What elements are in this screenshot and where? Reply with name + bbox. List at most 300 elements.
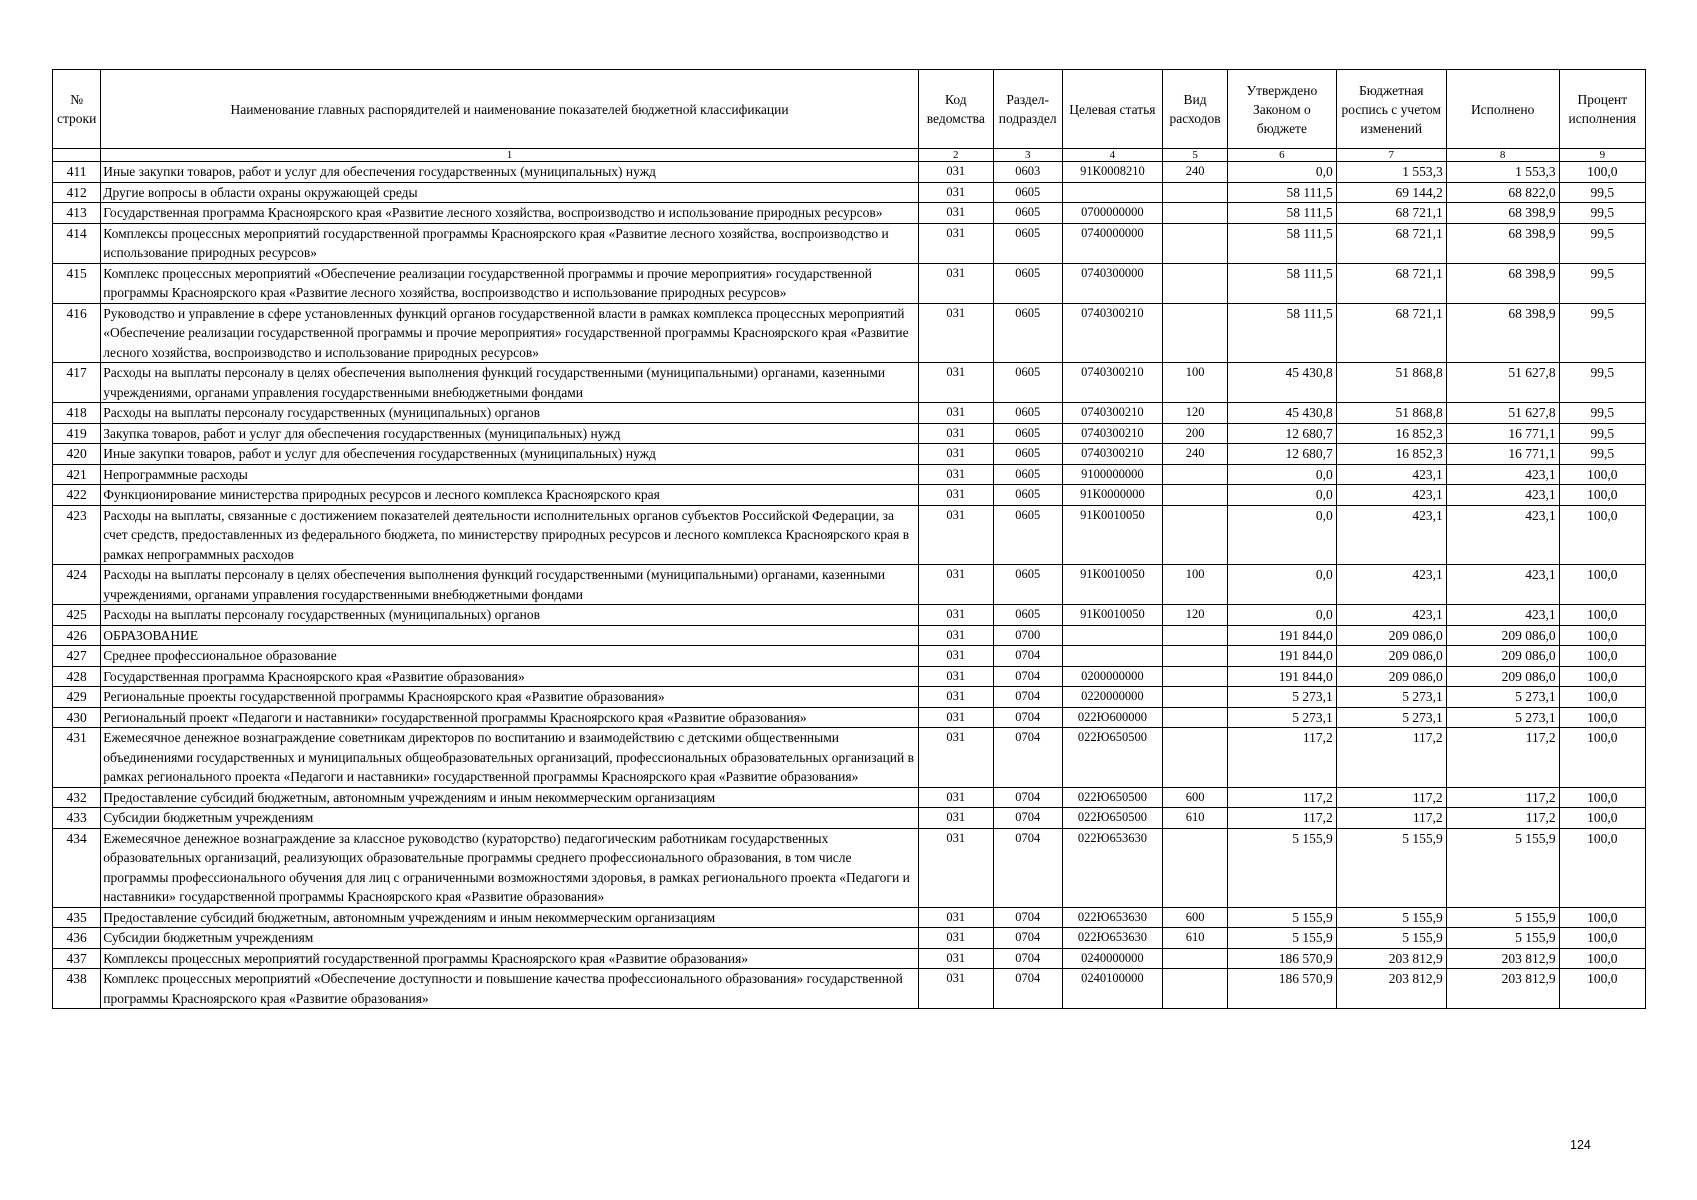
target-article-cell: 0220000000 [1062, 687, 1163, 708]
budget-schedule-cell: 68 721,1 [1336, 203, 1446, 224]
column-number: 3 [993, 149, 1062, 162]
header-name: Наименование главных распорядителей и наименование показателей бюджетной классификации [101, 70, 919, 149]
row-number-cell: 433 [53, 808, 101, 829]
table-row [53, 182, 1646, 203]
expense-type-cell: 610 [1163, 808, 1228, 829]
item-name-cell: Региональный проект «Педагоги и наставники» государственной программы Красноярского края «Развитие образования» [101, 707, 919, 728]
budget-schedule-cell: 68 721,1 [1336, 223, 1446, 263]
percent-cell: 100,0 [1559, 485, 1645, 506]
section-cell: 0704 [993, 728, 1062, 788]
target-article-cell: 0740300210 [1062, 303, 1163, 363]
budget-schedule-cell: 423,1 [1336, 565, 1446, 605]
header-department-code: Код ведомства [918, 70, 993, 149]
section-cell: 0700 [993, 625, 1062, 646]
target-article-cell: 9100000000 [1062, 464, 1163, 485]
department-code-cell: 031 [918, 928, 993, 949]
expense-type-cell [1163, 182, 1228, 203]
target-article-cell: 022Ю650500 [1062, 787, 1163, 808]
expense-type-cell: 600 [1163, 787, 1228, 808]
section-cell: 0704 [993, 948, 1062, 969]
row-number-cell: 415 [53, 263, 101, 303]
department-code-cell: 031 [918, 687, 993, 708]
executed-amount-cell: 5 273,1 [1446, 707, 1559, 728]
approved-amount-cell: 117,2 [1227, 808, 1336, 829]
target-article-cell: 0240100000 [1062, 969, 1163, 1009]
executed-amount-cell: 423,1 [1446, 485, 1559, 506]
row-number-cell: 426 [53, 625, 101, 646]
approved-amount-cell: 186 570,9 [1227, 948, 1336, 969]
executed-amount-cell: 51 627,8 [1446, 403, 1559, 424]
table-row [53, 363, 1646, 403]
row-number-cell: 420 [53, 444, 101, 465]
percent-cell: 99,5 [1559, 303, 1645, 363]
target-article-cell: 0200000000 [1062, 666, 1163, 687]
executed-amount-cell: 5 155,9 [1446, 907, 1559, 928]
expense-type-cell [1163, 666, 1228, 687]
executed-amount-cell: 68 398,9 [1446, 223, 1559, 263]
expense-type-cell: 100 [1163, 363, 1228, 403]
section-cell: 0605 [993, 403, 1062, 424]
section-cell: 0704 [993, 787, 1062, 808]
table-row [53, 263, 1646, 303]
approved-amount-cell: 58 111,5 [1227, 182, 1336, 203]
expense-type-cell [1163, 948, 1228, 969]
row-number-cell: 423 [53, 505, 101, 565]
budget-schedule-cell: 51 868,8 [1336, 403, 1446, 424]
percent-cell: 99,5 [1559, 263, 1645, 303]
section-cell: 0605 [993, 505, 1062, 565]
header-approved: Утверждено Законом о бюджете [1227, 70, 1336, 149]
item-name-cell: Государственная программа Красноярского края «Развитие образования» [101, 666, 919, 687]
item-name-cell: Комплексы процессных мероприятий государственной программы Красноярского края «Развитие образования» [101, 948, 919, 969]
department-code-cell: 031 [918, 303, 993, 363]
item-name-cell: Расходы на выплаты персоналу в целях обеспечения выполнения функций государственными (муниципальными) органами, казенными учреждениями, органами управления государственными внебюджетными фондами [101, 565, 919, 605]
approved-amount-cell: 45 430,8 [1227, 403, 1336, 424]
section-cell: 0605 [993, 363, 1062, 403]
section-cell: 0605 [993, 303, 1062, 363]
target-article-cell: 0740300210 [1062, 403, 1163, 424]
section-cell: 0603 [993, 162, 1062, 183]
header-executed: Исполнено [1446, 70, 1559, 149]
expense-type-cell [1163, 687, 1228, 708]
target-article-cell: 0740300000 [1062, 263, 1163, 303]
department-code-cell: 031 [918, 263, 993, 303]
target-article-cell: 022Ю650500 [1062, 728, 1163, 788]
section-cell: 0605 [993, 485, 1062, 506]
budget-schedule-cell: 423,1 [1336, 485, 1446, 506]
executed-amount-cell: 16 771,1 [1446, 423, 1559, 444]
item-name-cell: Комплекс процессных мероприятий «Обеспечение доступности и повышение качества профессионального образования» государственной программы Красноярского края «Развитие образования» [101, 969, 919, 1009]
table-row [53, 423, 1646, 444]
row-number-cell: 429 [53, 687, 101, 708]
executed-amount-cell: 209 086,0 [1446, 625, 1559, 646]
department-code-cell: 031 [918, 444, 993, 465]
approved-amount-cell: 0,0 [1227, 565, 1336, 605]
table-row [53, 948, 1646, 969]
row-number-cell: 431 [53, 728, 101, 788]
table-row [53, 907, 1646, 928]
executed-amount-cell: 117,2 [1446, 787, 1559, 808]
row-number-cell: 436 [53, 928, 101, 949]
department-code-cell: 031 [918, 403, 993, 424]
section-cell: 0704 [993, 907, 1062, 928]
percent-cell: 100,0 [1559, 565, 1645, 605]
target-article-cell: 0240000000 [1062, 948, 1163, 969]
target-article-cell: 91К0010050 [1062, 605, 1163, 626]
percent-cell: 99,5 [1559, 182, 1645, 203]
row-number-cell: 411 [53, 162, 101, 183]
row-number-cell: 435 [53, 907, 101, 928]
item-name-cell: Расходы на выплаты персоналу государственных (муниципальных) органов [101, 605, 919, 626]
percent-cell: 100,0 [1559, 907, 1645, 928]
expense-type-cell [1163, 707, 1228, 728]
expense-type-cell [1163, 505, 1228, 565]
budget-schedule-cell: 68 721,1 [1336, 303, 1446, 363]
item-name-cell: Иные закупки товаров, работ и услуг для обеспечения государственных (муниципальных) нужд [101, 162, 919, 183]
percent-cell: 100,0 [1559, 707, 1645, 728]
budget-schedule-cell: 5 155,9 [1336, 907, 1446, 928]
budget-schedule-cell: 69 144,2 [1336, 182, 1446, 203]
expense-type-cell [1163, 728, 1228, 788]
table-row [53, 203, 1646, 224]
header-target-article: Целевая статья [1062, 70, 1163, 149]
item-name-cell: Комплекс процессных мероприятий «Обеспечение реализации государственной программы и прочие мероприятия» государственной программы Красноярского края «Развитие лесного хозяйства, воспроизводство и использование природных ресурсов» [101, 263, 919, 303]
approved-amount-cell: 58 111,5 [1227, 303, 1336, 363]
table-row [53, 728, 1646, 788]
percent-cell: 100,0 [1559, 969, 1645, 1009]
header-section: Раздел-подраздел [993, 70, 1062, 149]
executed-amount-cell: 68 398,9 [1446, 303, 1559, 363]
budget-schedule-cell: 209 086,0 [1336, 646, 1446, 667]
expense-type-cell: 120 [1163, 403, 1228, 424]
table-row [53, 687, 1646, 708]
executed-amount-cell: 5 273,1 [1446, 687, 1559, 708]
section-cell: 0605 [993, 444, 1062, 465]
item-name-cell: Ежемесячное денежное вознаграждение за классное руководство (кураторство) педагогическим работникам государственных образовательных организаций, реализующих образовательные программы среднего профессионального образования, в том числе программы профессионального обучения для лиц с ограниченными возможностями здоровья, в рамках регионального проекта «Педагоги и наставники» государственной программы Красноярского края «Развитие образования» [101, 828, 919, 907]
section-cell: 0605 [993, 565, 1062, 605]
executed-amount-cell: 51 627,8 [1446, 363, 1559, 403]
target-article-cell [1062, 182, 1163, 203]
row-number-cell: 417 [53, 363, 101, 403]
row-number-cell: 425 [53, 605, 101, 626]
section-cell: 0605 [993, 203, 1062, 224]
column-number: 6 [1227, 149, 1336, 162]
expense-type-cell [1163, 464, 1228, 485]
approved-amount-cell: 0,0 [1227, 162, 1336, 183]
department-code-cell: 031 [918, 203, 993, 224]
row-number-cell: 416 [53, 303, 101, 363]
row-number-cell: 418 [53, 403, 101, 424]
table-row [53, 162, 1646, 183]
percent-cell: 100,0 [1559, 666, 1645, 687]
approved-amount-cell: 12 680,7 [1227, 423, 1336, 444]
department-code-cell: 031 [918, 182, 993, 203]
percent-cell: 99,5 [1559, 223, 1645, 263]
target-article-cell: 022Ю653630 [1062, 928, 1163, 949]
budget-schedule-cell: 209 086,0 [1336, 625, 1446, 646]
item-name-cell: Непрограммные расходы [101, 464, 919, 485]
percent-cell: 99,5 [1559, 363, 1645, 403]
table-row [53, 303, 1646, 363]
item-name-cell: Функционирование министерства природных ресурсов и лесного комплекса Красноярского края [101, 485, 919, 506]
section-cell: 0605 [993, 605, 1062, 626]
page-number: 124 [1570, 1138, 1591, 1152]
row-number-cell: 428 [53, 666, 101, 687]
department-code-cell: 031 [918, 828, 993, 907]
approved-amount-cell: 12 680,7 [1227, 444, 1336, 465]
budget-schedule-cell: 209 086,0 [1336, 666, 1446, 687]
item-name-cell: Расходы на выплаты персоналу в целях обеспечения выполнения функций государственными (муниципальными) органами, казенными учреждениями, органами управления государственными внебюджетными фондами [101, 363, 919, 403]
approved-amount-cell: 58 111,5 [1227, 203, 1336, 224]
budget-schedule-cell: 203 812,9 [1336, 948, 1446, 969]
row-number-cell: 434 [53, 828, 101, 907]
item-name-cell: Государственная программа Красноярского края «Развитие лесного хозяйства, воспроизводство и использование природных ресурсов» [101, 203, 919, 224]
item-name-cell: ОБРАЗОВАНИЕ [101, 625, 919, 646]
department-code-cell: 031 [918, 363, 993, 403]
budget-schedule-cell: 203 812,9 [1336, 969, 1446, 1009]
budget-schedule-cell: 117,2 [1336, 787, 1446, 808]
target-article-cell: 022Ю653630 [1062, 907, 1163, 928]
percent-cell: 100,0 [1559, 808, 1645, 829]
department-code-cell: 031 [918, 666, 993, 687]
table-row [53, 828, 1646, 907]
table-row [53, 666, 1646, 687]
executed-amount-cell: 209 086,0 [1446, 666, 1559, 687]
expense-type-cell: 100 [1163, 565, 1228, 605]
table-row [53, 565, 1646, 605]
target-article-cell: 022Ю653630 [1062, 828, 1163, 907]
section-cell: 0704 [993, 828, 1062, 907]
header-budget-schedule: Бюджетная роспись с учетом изменений [1336, 70, 1446, 149]
expense-type-cell [1163, 485, 1228, 506]
table-row [53, 485, 1646, 506]
item-name-cell: Руководство и управление в сфере установленных функций органов государственной власти в рамках комплекса процессных мероприятий «Обеспечение реализации государственной программы и прочие мероприятия» государственной программы Красноярского края «Развитие лесного хозяйства, воспроизводство и использование природных ресурсов» [101, 303, 919, 363]
target-article-cell: 91К0010050 [1062, 565, 1163, 605]
budget-schedule-cell: 5 273,1 [1336, 687, 1446, 708]
expense-type-cell [1163, 223, 1228, 263]
column-number: 8 [1446, 149, 1559, 162]
header-expense-type: Вид расходов [1163, 70, 1228, 149]
approved-amount-cell: 5 273,1 [1227, 707, 1336, 728]
executed-amount-cell: 5 155,9 [1446, 828, 1559, 907]
approved-amount-cell: 0,0 [1227, 505, 1336, 565]
approved-amount-cell: 117,2 [1227, 787, 1336, 808]
expense-type-cell [1163, 303, 1228, 363]
approved-amount-cell: 45 430,8 [1227, 363, 1336, 403]
section-cell: 0605 [993, 423, 1062, 444]
budget-table [52, 69, 1646, 1009]
target-article-cell: 91К0008210 [1062, 162, 1163, 183]
table-row [53, 505, 1646, 565]
expense-type-cell [1163, 646, 1228, 667]
table-row [53, 403, 1646, 424]
budget-schedule-cell: 117,2 [1336, 808, 1446, 829]
column-number: 7 [1336, 149, 1446, 162]
table-row [53, 787, 1646, 808]
department-code-cell: 031 [918, 787, 993, 808]
row-number-cell: 427 [53, 646, 101, 667]
row-number-cell: 430 [53, 707, 101, 728]
budget-schedule-cell: 51 868,8 [1336, 363, 1446, 403]
executed-amount-cell: 5 155,9 [1446, 928, 1559, 949]
department-code-cell: 031 [918, 948, 993, 969]
executed-amount-cell: 423,1 [1446, 505, 1559, 565]
executed-amount-cell: 68 398,9 [1446, 203, 1559, 224]
department-code-cell: 031 [918, 423, 993, 444]
item-name-cell: Региональные проекты государственной программы Красноярского края «Развитие образования» [101, 687, 919, 708]
percent-cell: 100,0 [1559, 646, 1645, 667]
department-code-cell: 031 [918, 728, 993, 788]
section-cell: 0605 [993, 464, 1062, 485]
budget-schedule-cell: 68 721,1 [1336, 263, 1446, 303]
expense-type-cell: 200 [1163, 423, 1228, 444]
item-name-cell: Комплексы процессных мероприятий государственной программы Красноярского края «Развитие лесного хозяйства, воспроизводство и использование природных ресурсов» [101, 223, 919, 263]
section-cell: 0704 [993, 707, 1062, 728]
table-row [53, 928, 1646, 949]
item-name-cell: Предоставление субсидий бюджетным, автономным учреждениям и иным некоммерческим организациям [101, 787, 919, 808]
expense-type-cell [1163, 203, 1228, 224]
target-article-cell: 0740300210 [1062, 444, 1163, 465]
column-number: 1 [101, 149, 919, 162]
column-number: 2 [918, 149, 993, 162]
department-code-cell: 031 [918, 625, 993, 646]
target-article-cell: 022Ю600000 [1062, 707, 1163, 728]
row-number-cell: 413 [53, 203, 101, 224]
approved-amount-cell: 5 273,1 [1227, 687, 1336, 708]
department-code-cell: 031 [918, 464, 993, 485]
department-code-cell: 031 [918, 223, 993, 263]
executed-amount-cell: 203 812,9 [1446, 969, 1559, 1009]
executed-amount-cell: 423,1 [1446, 605, 1559, 626]
row-number-cell: 424 [53, 565, 101, 605]
approved-amount-cell: 0,0 [1227, 605, 1336, 626]
header-row [53, 70, 1646, 149]
budget-schedule-cell: 5 273,1 [1336, 707, 1446, 728]
target-article-cell: 0740000000 [1062, 223, 1163, 263]
department-code-cell: 031 [918, 707, 993, 728]
approved-amount-cell: 0,0 [1227, 485, 1336, 506]
percent-cell: 99,5 [1559, 403, 1645, 424]
section-cell: 0704 [993, 687, 1062, 708]
target-article-cell: 0740300210 [1062, 363, 1163, 403]
expense-type-cell [1163, 969, 1228, 1009]
row-number-cell: 414 [53, 223, 101, 263]
table-row [53, 707, 1646, 728]
department-code-cell: 031 [918, 485, 993, 506]
budget-schedule-cell: 16 852,3 [1336, 444, 1446, 465]
table-row [53, 605, 1646, 626]
executed-amount-cell: 1 553,3 [1446, 162, 1559, 183]
section-cell: 0704 [993, 969, 1062, 1009]
target-article-cell [1062, 646, 1163, 667]
percent-cell: 100,0 [1559, 828, 1645, 907]
budget-schedule-cell: 16 852,3 [1336, 423, 1446, 444]
item-name-cell: Расходы на выплаты, связанные с достижением показателей деятельности исполнительных органов субъектов Российской Федерации, за счет средств, предоставленных из федерального бюджета, по министерству природных ресурсов и лесного комплекса Красноярского края в рамках непрограммных расходов [101, 505, 919, 565]
table-row [53, 969, 1646, 1009]
item-name-cell: Субсидии бюджетным учреждениям [101, 808, 919, 829]
executed-amount-cell: 209 086,0 [1446, 646, 1559, 667]
section-cell: 0605 [993, 263, 1062, 303]
approved-amount-cell: 191 844,0 [1227, 666, 1336, 687]
budget-schedule-cell: 1 553,3 [1336, 162, 1446, 183]
expense-type-cell: 610 [1163, 928, 1228, 949]
department-code-cell: 031 [918, 907, 993, 928]
approved-amount-cell: 58 111,5 [1227, 223, 1336, 263]
approved-amount-cell: 5 155,9 [1227, 828, 1336, 907]
budget-schedule-cell: 423,1 [1336, 464, 1446, 485]
target-article-cell: 91К0000000 [1062, 485, 1163, 506]
table-row [53, 808, 1646, 829]
expense-type-cell: 240 [1163, 162, 1228, 183]
percent-cell: 99,5 [1559, 444, 1645, 465]
column-number: 5 [1163, 149, 1228, 162]
executed-amount-cell: 68 398,9 [1446, 263, 1559, 303]
department-code-cell: 031 [918, 969, 993, 1009]
approved-amount-cell: 186 570,9 [1227, 969, 1336, 1009]
executed-amount-cell: 203 812,9 [1446, 948, 1559, 969]
percent-cell: 100,0 [1559, 505, 1645, 565]
expense-type-cell [1163, 625, 1228, 646]
expense-type-cell [1163, 263, 1228, 303]
approved-amount-cell: 0,0 [1227, 464, 1336, 485]
column-number-row [53, 149, 1646, 162]
percent-cell: 99,5 [1559, 423, 1645, 444]
section-cell: 0704 [993, 646, 1062, 667]
department-code-cell: 031 [918, 808, 993, 829]
department-code-cell: 031 [918, 505, 993, 565]
budget-schedule-cell: 5 155,9 [1336, 928, 1446, 949]
approved-amount-cell: 191 844,0 [1227, 625, 1336, 646]
executed-amount-cell: 68 822,0 [1446, 182, 1559, 203]
executed-amount-cell: 117,2 [1446, 808, 1559, 829]
approved-amount-cell: 191 844,0 [1227, 646, 1336, 667]
approved-amount-cell: 5 155,9 [1227, 928, 1336, 949]
budget-schedule-cell: 117,2 [1336, 728, 1446, 788]
department-code-cell: 031 [918, 565, 993, 605]
item-name-cell: Расходы на выплаты персоналу государственных (муниципальных) органов [101, 403, 919, 424]
expense-type-cell [1163, 828, 1228, 907]
percent-cell: 100,0 [1559, 728, 1645, 788]
row-number-cell: 432 [53, 787, 101, 808]
item-name-cell: Иные закупки товаров, работ и услуг для обеспечения государственных (муниципальных) нужд [101, 444, 919, 465]
section-cell: 0704 [993, 928, 1062, 949]
table-body [53, 162, 1646, 1009]
column-number: 4 [1062, 149, 1163, 162]
section-cell: 0704 [993, 808, 1062, 829]
approved-amount-cell: 117,2 [1227, 728, 1336, 788]
target-article-cell: 91К0010050 [1062, 505, 1163, 565]
section-cell: 0704 [993, 666, 1062, 687]
item-name-cell: Другие вопросы в области охраны окружающей среды [101, 182, 919, 203]
percent-cell: 100,0 [1559, 464, 1645, 485]
executed-amount-cell: 16 771,1 [1446, 444, 1559, 465]
expense-type-cell: 120 [1163, 605, 1228, 626]
percent-cell: 100,0 [1559, 605, 1645, 626]
item-name-cell: Предоставление субсидий бюджетным, автономным учреждениям и иным некоммерческим организациям [101, 907, 919, 928]
percent-cell: 100,0 [1559, 948, 1645, 969]
table-row [53, 444, 1646, 465]
department-code-cell: 031 [918, 605, 993, 626]
column-number [53, 149, 101, 162]
table-row [53, 646, 1646, 667]
target-article-cell: 0700000000 [1062, 203, 1163, 224]
budget-table-container [52, 69, 1646, 1009]
header-row-number: № строки [53, 70, 101, 149]
percent-cell: 100,0 [1559, 687, 1645, 708]
row-number-cell: 422 [53, 485, 101, 506]
table-row [53, 625, 1646, 646]
section-cell: 0605 [993, 223, 1062, 263]
